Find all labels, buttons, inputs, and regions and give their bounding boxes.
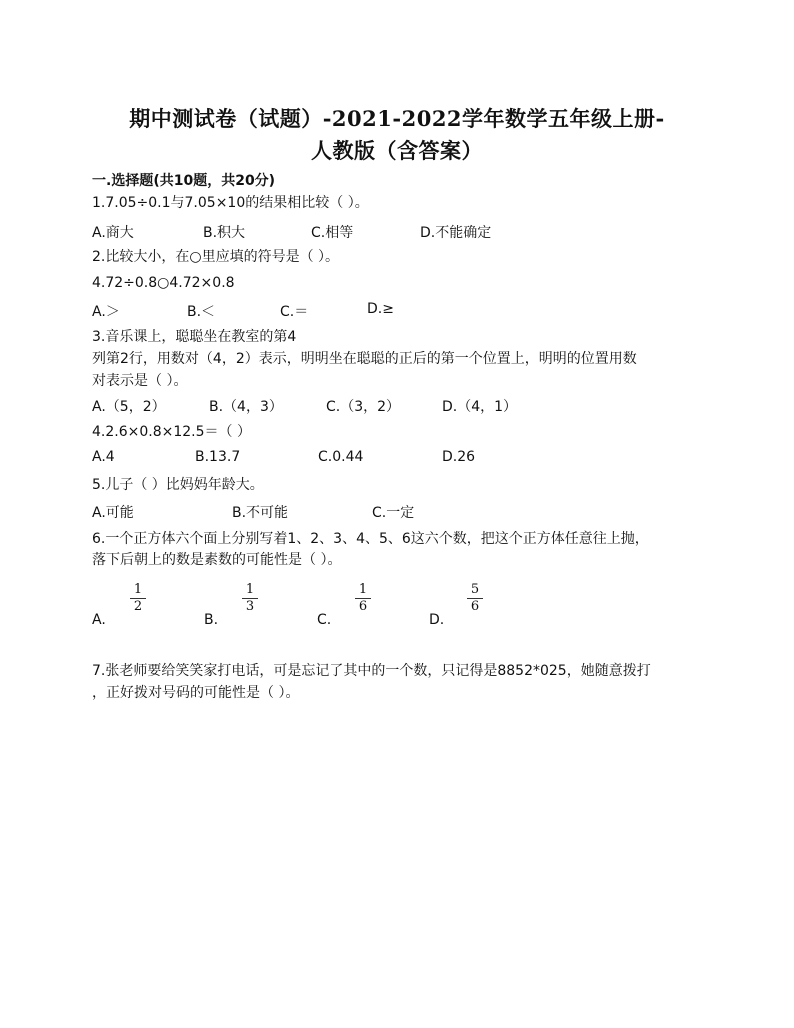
q6-option-a: A. bbox=[92, 612, 106, 628]
q6-fraction-d-denominator: 6 bbox=[470, 599, 480, 614]
q6-fraction-d-numerator: 5 bbox=[470, 582, 480, 597]
q5-option-c: C.一定 bbox=[372, 505, 415, 521]
q6-fraction-a-numerator: 1 bbox=[133, 582, 143, 597]
question-3-stem-line-1: 3.音乐课上，聪聪坐在教室的第4 bbox=[92, 329, 297, 345]
q4-option-b: B.13.7 bbox=[195, 449, 241, 465]
q4-option-d: D.26 bbox=[442, 449, 476, 465]
q6-fraction-d bbox=[467, 583, 483, 614]
question-5-stem: 5.儿子（ ）比妈妈年龄大。 bbox=[92, 477, 264, 493]
title-line-2: 人教版（含答案） bbox=[311, 138, 483, 163]
q3-option-b: B.（4，3） bbox=[209, 399, 283, 415]
q6-option-b: B. bbox=[204, 612, 219, 628]
q5-option-b: B.不可能 bbox=[232, 505, 289, 521]
q6-fraction-c-denominator: 6 bbox=[358, 599, 368, 614]
q2-option-c: C.＝ bbox=[280, 304, 309, 320]
q3-option-d: D.（4，1） bbox=[442, 399, 518, 415]
q1-option-d: D.不能确定 bbox=[420, 225, 492, 241]
q6-option-d: D. bbox=[429, 612, 445, 628]
q2-option-d: D.≥ bbox=[367, 301, 394, 317]
q6-option-c: C. bbox=[317, 612, 332, 628]
question-6-stem-line-2: 落下后朝上的数是素数的可能性是（ ）。 bbox=[92, 552, 342, 568]
q3-option-c: C.（3，2） bbox=[326, 399, 401, 415]
q1-option-a: A.商大 bbox=[92, 225, 134, 241]
question-1-stem: 1.7.05÷0.1与7.05×10的结果相比较（ ）。 bbox=[92, 195, 369, 211]
question-7-stem-line-2: ，正好拨对号码的可能性是（ ）。 bbox=[92, 685, 300, 701]
q1-option-c: C.相等 bbox=[311, 225, 354, 241]
question-3-stem-line-2: 列第2行，用数对（4，2）表示，明明坐在聪聪的正后的第一个位置上，明明的位置用数 bbox=[92, 351, 637, 367]
question-6-stem-line-1: 6.一个正方体六个面上分别写着1、2、3、4、5、6这六个数，把这个正方体任意往上抛， bbox=[92, 531, 649, 547]
q1-option-b: B.积大 bbox=[203, 225, 246, 241]
q6-fraction-a bbox=[130, 583, 146, 614]
question-4-stem: 4.2.6×0.8×12.5＝（ ） bbox=[92, 424, 251, 440]
q6-fraction-c bbox=[355, 583, 371, 614]
q4-option-c: C.0.44 bbox=[318, 449, 364, 465]
q3-option-a: A.（5，2） bbox=[92, 399, 166, 415]
q4-option-a: A.4 bbox=[92, 449, 115, 465]
q6-fraction-a-denominator: 2 bbox=[133, 599, 143, 614]
q5-option-a: A.可能 bbox=[92, 505, 134, 521]
question-3-stem-line-3: 对表示是（ ）。 bbox=[92, 373, 188, 389]
q6-fraction-b-numerator: 1 bbox=[245, 582, 255, 597]
q2-option-a: A.＞ bbox=[92, 304, 120, 320]
question-2-expression: 4.72÷0.8○4.72×0.8 bbox=[92, 275, 235, 291]
section-heading: 一.选择题(共10题，共20分) bbox=[92, 173, 276, 189]
question-2-stem: 2.比较大小，在○里应填的符号是（ ）。 bbox=[92, 249, 340, 265]
question-7-stem-line-1: 7.张老师要给笑笑家打电话，可是忘记了其中的一个数，只记得是8852*025，她随意拨打 bbox=[92, 663, 651, 679]
q2-option-b: B.＜ bbox=[187, 304, 216, 320]
q6-fraction-b-denominator: 3 bbox=[245, 599, 255, 614]
title-line-1: 期中测试卷（试题）-2021-2022学年数学五年级上册- bbox=[129, 106, 665, 131]
q6-fraction-c-numerator: 1 bbox=[358, 582, 368, 597]
q6-fraction-b bbox=[242, 583, 258, 614]
